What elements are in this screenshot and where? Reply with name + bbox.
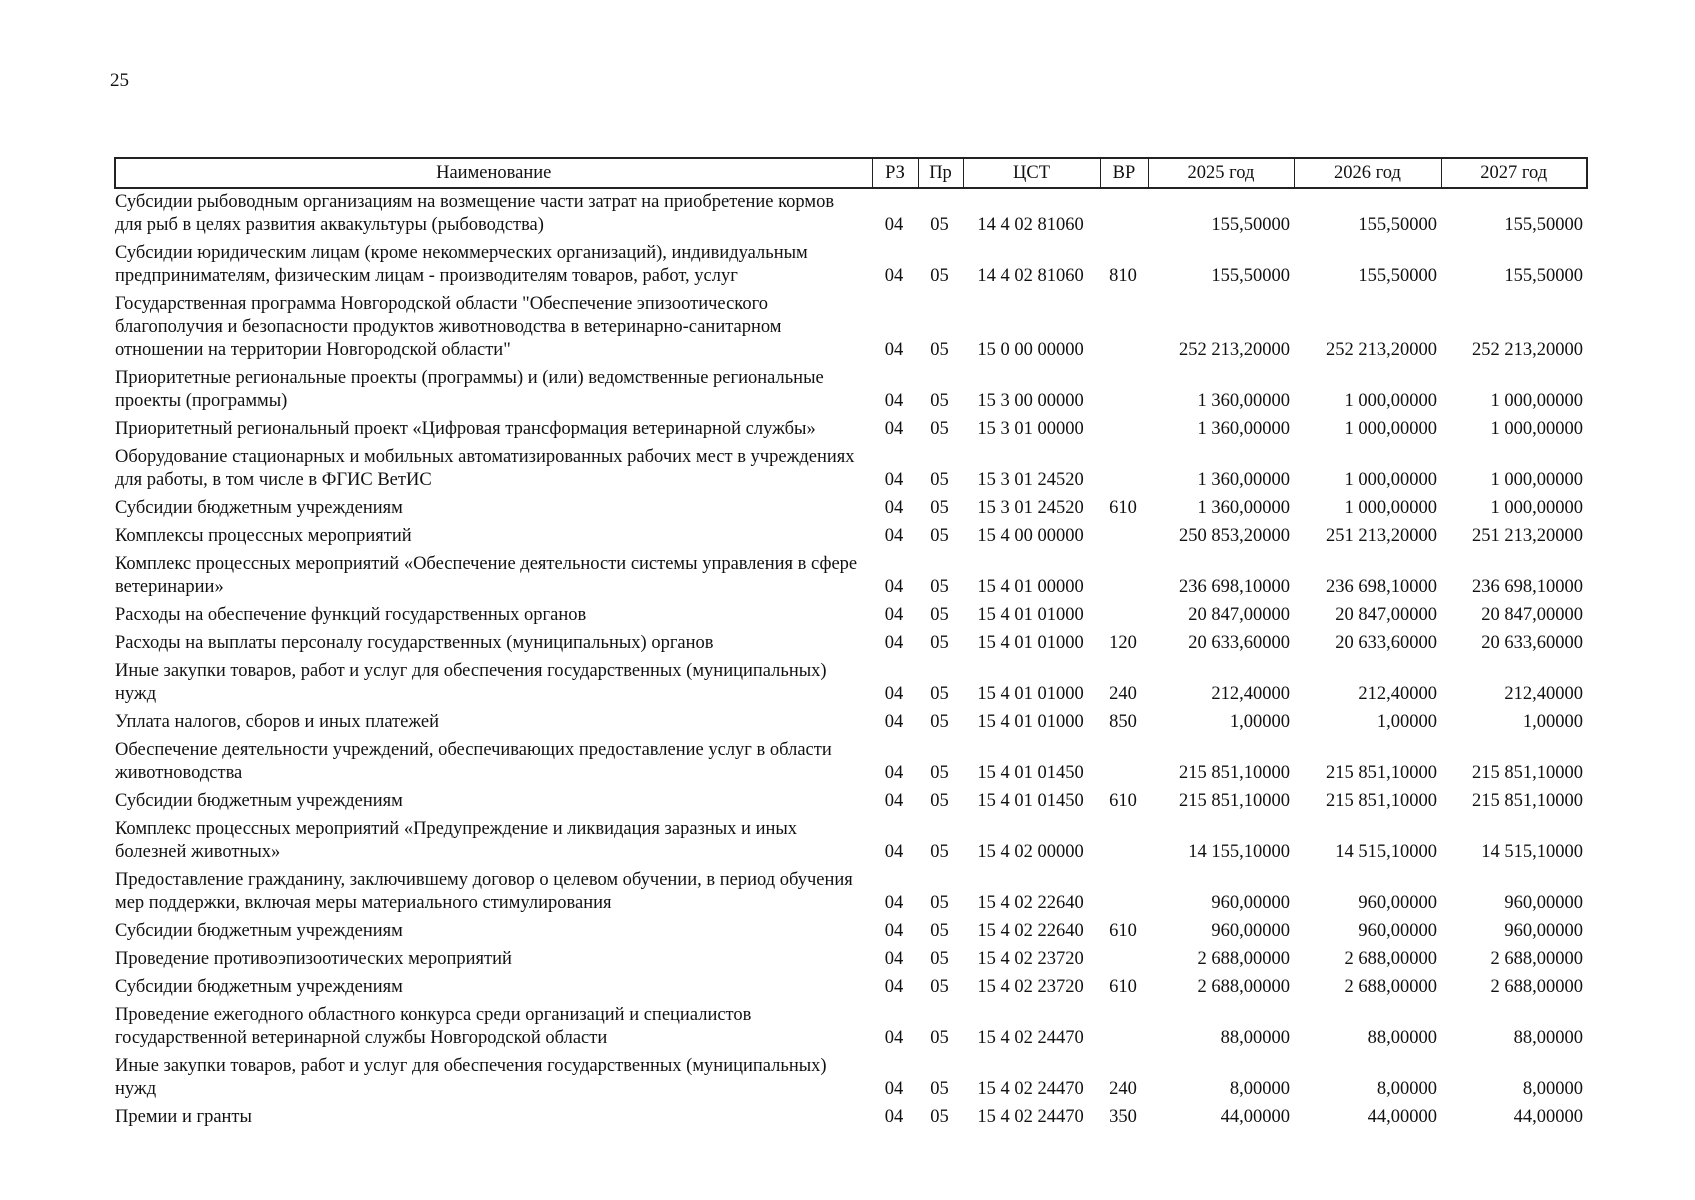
row-pr: 05	[930, 1079, 949, 1099]
row-value-2027: 960,00000	[1504, 921, 1583, 941]
row-pr: 05	[930, 215, 949, 235]
table-row	[115, 291, 1587, 365]
row-cst: 15 4 01 00000	[977, 577, 1084, 597]
row-cst: 15 4 02 23720	[977, 949, 1084, 969]
row-cst: 15 4 01 01000	[977, 684, 1084, 704]
row-name: Премии и гранты	[115, 1107, 252, 1127]
row-value-2027: 252 213,20000	[1472, 340, 1583, 360]
row-rz: 04	[884, 498, 904, 518]
row-vr	[1100, 291, 1148, 365]
row-pr: 05	[930, 498, 949, 518]
row-pr: 05	[930, 391, 949, 411]
row-cst: 15 4 02 22640	[977, 893, 1084, 913]
header-name: Наименование	[115, 158, 872, 188]
row-rz: 04	[884, 470, 904, 490]
row-value-2026: 2 688,00000	[1344, 977, 1437, 997]
row-vr	[1100, 416, 1148, 444]
row-pr: 05	[930, 763, 949, 783]
page-number: 25	[110, 70, 129, 91]
row-name: Государственная программа Новгородской области "Обеспечение эпизоотического благополучия и безопасности продуктов животноводства в ветеринарно-санитарном отношении на территории Новгородской области"	[115, 294, 782, 360]
row-rz: 04	[884, 1107, 904, 1127]
row-vr: 610	[1109, 498, 1137, 518]
row-name: Комплекс процессных мероприятий «Обеспечение деятельности системы управления в сфере ветеринарии»	[115, 554, 858, 597]
row-value-2025: 215 851,10000	[1179, 791, 1290, 811]
row-value-2025: 960,00000	[1211, 893, 1290, 913]
row-name: Субсидии рыбоводным организациям на возмещение части затрат на приобретение кормов для рыб в целях развития аквакультуры (рыбоводства)	[115, 192, 835, 235]
row-vr: 610	[1109, 921, 1137, 941]
row-value-2026: 20 847,00000	[1335, 605, 1437, 625]
header-cst: ЦСТ	[963, 158, 1100, 188]
table-row	[115, 658, 1587, 709]
row-value-2025: 2 688,00000	[1197, 977, 1290, 997]
row-rz: 04	[884, 763, 904, 783]
row-pr: 05	[930, 340, 949, 360]
row-value-2025: 1,00000	[1229, 712, 1290, 732]
row-name: Приоритетные региональные проекты (программы) и (или) ведомственные региональные проекты (программы)	[115, 368, 824, 411]
row-cst: 15 0 00 00000	[977, 340, 1084, 360]
row-value-2025: 44,00000	[1220, 1107, 1290, 1127]
row-pr: 05	[930, 712, 949, 732]
row-pr: 05	[930, 470, 949, 490]
row-value-2025: 1 360,00000	[1197, 470, 1290, 490]
row-rz: 04	[884, 893, 904, 913]
row-pr: 05	[930, 1028, 949, 1048]
table-row	[115, 551, 1587, 602]
row-value-2026: 960,00000	[1358, 893, 1437, 913]
header-2025: 2025 год	[1148, 158, 1294, 188]
row-rz: 04	[884, 1028, 904, 1048]
row-name: Иные закупки товаров, работ и услуг для обеспечения государственных (муниципальных) нужд	[115, 1056, 827, 1099]
row-name: Комплекс процессных мероприятий «Предупреждение и ликвидация заразных и иных болезней животных»	[115, 819, 798, 862]
table-row	[115, 495, 1587, 523]
table-row	[115, 918, 1587, 946]
row-pr: 05	[930, 684, 949, 704]
row-value-2025: 1 360,00000	[1197, 498, 1290, 518]
row-name: Расходы на обеспечение функций государственных органов	[115, 605, 587, 625]
row-value-2026: 1 000,00000	[1344, 391, 1437, 411]
row-value-2027: 960,00000	[1504, 893, 1583, 913]
row-value-2026: 215 851,10000	[1326, 763, 1437, 783]
row-vr	[1100, 737, 1148, 788]
row-vr	[1100, 816, 1148, 867]
row-cst: 15 4 01 01000	[977, 712, 1084, 732]
row-cst: 15 4 02 23720	[977, 977, 1084, 997]
row-vr	[1100, 188, 1148, 240]
row-value-2026: 252 213,20000	[1326, 340, 1437, 360]
row-value-2027: 20 633,60000	[1481, 633, 1583, 653]
row-value-2025: 155,50000	[1211, 215, 1290, 235]
row-value-2025: 252 213,20000	[1179, 340, 1290, 360]
row-value-2027: 215 851,10000	[1472, 763, 1583, 783]
row-rz: 04	[884, 921, 904, 941]
row-value-2026: 14 515,10000	[1335, 842, 1437, 862]
table-row	[115, 240, 1587, 291]
row-name: Расходы на выплаты персоналу государственных (муниципальных) органов	[115, 633, 714, 653]
row-cst: 15 4 02 22640	[977, 921, 1084, 941]
row-pr: 05	[930, 791, 949, 811]
row-cst: 15 3 01 00000	[977, 419, 1084, 439]
row-vr: 610	[1109, 977, 1137, 997]
row-value-2025: 88,00000	[1220, 1028, 1290, 1048]
row-name: Субсидии бюджетным учреждениям	[115, 791, 403, 811]
row-value-2025: 20 633,60000	[1188, 633, 1290, 653]
header-rz: РЗ	[872, 158, 918, 188]
row-value-2025: 236 698,10000	[1179, 577, 1290, 597]
header-2026: 2026 год	[1294, 158, 1441, 188]
row-value-2026: 236 698,10000	[1326, 577, 1437, 597]
table-row	[115, 365, 1587, 416]
row-rz: 04	[884, 977, 904, 997]
row-value-2027: 20 847,00000	[1481, 605, 1583, 625]
row-cst: 15 4 01 01000	[977, 633, 1084, 653]
row-cst: 15 4 00 00000	[977, 526, 1084, 546]
row-value-2026: 251 213,20000	[1326, 526, 1437, 546]
row-rz: 04	[884, 1079, 904, 1099]
table-row	[115, 416, 1587, 444]
row-cst: 14 4 02 81060	[977, 215, 1084, 235]
row-vr	[1100, 946, 1148, 974]
row-vr	[1100, 365, 1148, 416]
row-value-2027: 88,00000	[1513, 1028, 1583, 1048]
row-cst: 15 3 01 24520	[977, 470, 1084, 490]
row-name: Иные закупки товаров, работ и услуг для обеспечения государственных (муниципальных) нужд	[115, 661, 827, 704]
table-row	[115, 188, 1587, 240]
row-pr: 05	[930, 893, 949, 913]
row-value-2026: 88,00000	[1367, 1028, 1437, 1048]
row-rz: 04	[884, 633, 904, 653]
table-row	[115, 816, 1587, 867]
row-pr: 05	[930, 633, 949, 653]
row-value-2026: 44,00000	[1367, 1107, 1437, 1127]
row-cst: 15 4 02 24470	[977, 1028, 1084, 1048]
row-value-2026: 212,40000	[1358, 684, 1437, 704]
row-cst: 15 4 02 24470	[977, 1079, 1084, 1099]
row-vr: 120	[1109, 633, 1137, 653]
table-row	[115, 946, 1587, 974]
row-value-2025: 960,00000	[1211, 921, 1290, 941]
row-value-2026: 2 688,00000	[1344, 949, 1437, 969]
row-rz: 04	[884, 215, 904, 235]
table-row	[115, 788, 1587, 816]
row-value-2026: 20 633,60000	[1335, 633, 1437, 653]
row-value-2026: 8,00000	[1376, 1079, 1437, 1099]
row-vr	[1100, 602, 1148, 630]
row-rz: 04	[884, 684, 904, 704]
header-pr: Пр	[918, 158, 963, 188]
row-pr: 05	[930, 419, 949, 439]
row-name: Проведение противоэпизоотических мероприятий	[115, 949, 512, 969]
row-name: Субсидии бюджетным учреждениям	[115, 977, 403, 997]
row-rz: 04	[884, 791, 904, 811]
table-row	[115, 523, 1587, 551]
row-pr: 05	[930, 842, 949, 862]
budget-table	[114, 157, 1588, 1132]
row-cst: 15 4 01 01450	[977, 763, 1084, 783]
row-value-2027: 155,50000	[1504, 266, 1583, 286]
row-rz: 04	[884, 712, 904, 732]
table-row	[115, 867, 1587, 918]
row-rz: 04	[884, 577, 904, 597]
row-value-2027: 155,50000	[1504, 215, 1583, 235]
row-pr: 05	[930, 1107, 949, 1127]
table-row	[115, 1104, 1587, 1132]
header-vr: ВР	[1100, 158, 1148, 188]
row-rz: 04	[884, 842, 904, 862]
row-value-2025: 250 853,20000	[1179, 526, 1290, 546]
row-value-2026: 155,50000	[1358, 266, 1437, 286]
row-name: Комплексы процессных мероприятий	[115, 526, 412, 546]
row-pr: 05	[930, 266, 949, 286]
row-value-2025: 2 688,00000	[1197, 949, 1290, 969]
table-row	[115, 974, 1587, 1002]
header-2027: 2027 год	[1441, 158, 1587, 188]
row-name: Предоставление гражданину, заключившему договор о целевом обучении, в период обучения мер поддержки, включая меры материального стимулирования	[115, 870, 853, 913]
row-vr	[1100, 551, 1148, 602]
row-cst: 15 4 01 01000	[977, 605, 1084, 625]
row-value-2027: 1,00000	[1522, 712, 1583, 732]
table-row	[115, 602, 1587, 630]
row-value-2025: 14 155,10000	[1188, 842, 1290, 862]
row-value-2026: 960,00000	[1358, 921, 1437, 941]
row-value-2027: 1 000,00000	[1490, 419, 1583, 439]
row-value-2027: 236 698,10000	[1472, 577, 1583, 597]
table-row	[115, 630, 1587, 658]
row-vr	[1100, 1002, 1148, 1053]
row-name: Оборудование стационарных и мобильных автоматизированных рабочих мест в учреждениях для работы, в том числе в ФГИС ВетИС	[115, 447, 855, 490]
row-vr	[1100, 444, 1148, 495]
row-pr: 05	[930, 577, 949, 597]
row-rz: 04	[884, 419, 904, 439]
row-value-2026: 155,50000	[1358, 215, 1437, 235]
row-name: Уплата налогов, сборов и иных платежей	[115, 712, 440, 732]
row-value-2025: 215 851,10000	[1179, 763, 1290, 783]
row-value-2025: 20 847,00000	[1188, 605, 1290, 625]
table-row	[115, 709, 1587, 737]
row-name: Субсидии юридическим лицам (кроме некоммерческих организаций), индивидуальным предпринимателям, физическим лицам - производителям товаров, работ, услуг	[115, 243, 808, 286]
row-value-2027: 2 688,00000	[1490, 949, 1583, 969]
row-cst: 15 3 01 24520	[977, 498, 1084, 518]
row-pr: 05	[930, 605, 949, 625]
row-cst: 15 4 02 24470	[977, 1107, 1084, 1127]
table-row	[115, 444, 1587, 495]
row-value-2025: 8,00000	[1229, 1079, 1290, 1099]
row-cst: 15 4 02 00000	[977, 842, 1084, 862]
row-value-2027: 212,40000	[1504, 684, 1583, 704]
row-value-2025: 1 360,00000	[1197, 391, 1290, 411]
row-value-2026: 1 000,00000	[1344, 470, 1437, 490]
row-cst: 15 4 01 01450	[977, 791, 1084, 811]
row-value-2027: 1 000,00000	[1490, 391, 1583, 411]
row-rz: 04	[884, 526, 904, 546]
row-pr: 05	[930, 921, 949, 941]
row-pr: 05	[930, 977, 949, 997]
row-value-2027: 215 851,10000	[1472, 791, 1583, 811]
row-vr: 240	[1109, 684, 1137, 704]
row-rz: 04	[884, 340, 904, 360]
row-value-2027: 251 213,20000	[1472, 526, 1583, 546]
row-rz: 04	[884, 391, 904, 411]
row-pr: 05	[930, 526, 949, 546]
row-vr: 810	[1109, 266, 1137, 286]
row-vr: 350	[1109, 1107, 1137, 1127]
row-cst: 15 3 00 00000	[977, 391, 1084, 411]
row-name: Обеспечение деятельности учреждений, обеспечивающих предоставление услуг в области животноводства	[115, 740, 832, 783]
row-vr: 610	[1109, 791, 1137, 811]
row-value-2027: 1 000,00000	[1490, 470, 1583, 490]
row-vr	[1100, 867, 1148, 918]
row-value-2025: 155,50000	[1211, 266, 1290, 286]
row-pr: 05	[930, 949, 949, 969]
table-row	[115, 1002, 1587, 1053]
row-value-2025: 212,40000	[1211, 684, 1290, 704]
row-value-2026: 1 000,00000	[1344, 498, 1437, 518]
row-vr: 850	[1109, 712, 1137, 732]
row-vr: 240	[1109, 1079, 1137, 1099]
row-vr	[1100, 523, 1148, 551]
row-name: Субсидии бюджетным учреждениям	[115, 921, 403, 941]
row-name: Субсидии бюджетным учреждениям	[115, 498, 403, 518]
row-value-2027: 1 000,00000	[1490, 498, 1583, 518]
row-value-2026: 1 000,00000	[1344, 419, 1437, 439]
table-body	[115, 188, 1587, 1132]
row-value-2027: 44,00000	[1513, 1107, 1583, 1127]
row-value-2026: 1,00000	[1376, 712, 1437, 732]
table-row	[115, 737, 1587, 788]
row-name: Проведение ежегодного областного конкурса среди организаций и специалистов государственной ветеринарной службы Новгородской области	[115, 1005, 752, 1048]
row-rz: 04	[884, 266, 904, 286]
row-cst: 14 4 02 81060	[977, 266, 1084, 286]
row-value-2027: 14 515,10000	[1481, 842, 1583, 862]
row-name: Приоритетный региональный проект «Цифровая трансформация ветеринарной службы»	[115, 419, 816, 439]
row-rz: 04	[884, 605, 904, 625]
row-rz: 04	[884, 949, 904, 969]
table-header-row	[115, 158, 1587, 188]
row-value-2025: 1 360,00000	[1197, 419, 1290, 439]
row-value-2026: 215 851,10000	[1326, 791, 1437, 811]
row-value-2027: 8,00000	[1522, 1079, 1583, 1099]
row-value-2027: 2 688,00000	[1490, 977, 1583, 997]
table-row	[115, 1053, 1587, 1104]
